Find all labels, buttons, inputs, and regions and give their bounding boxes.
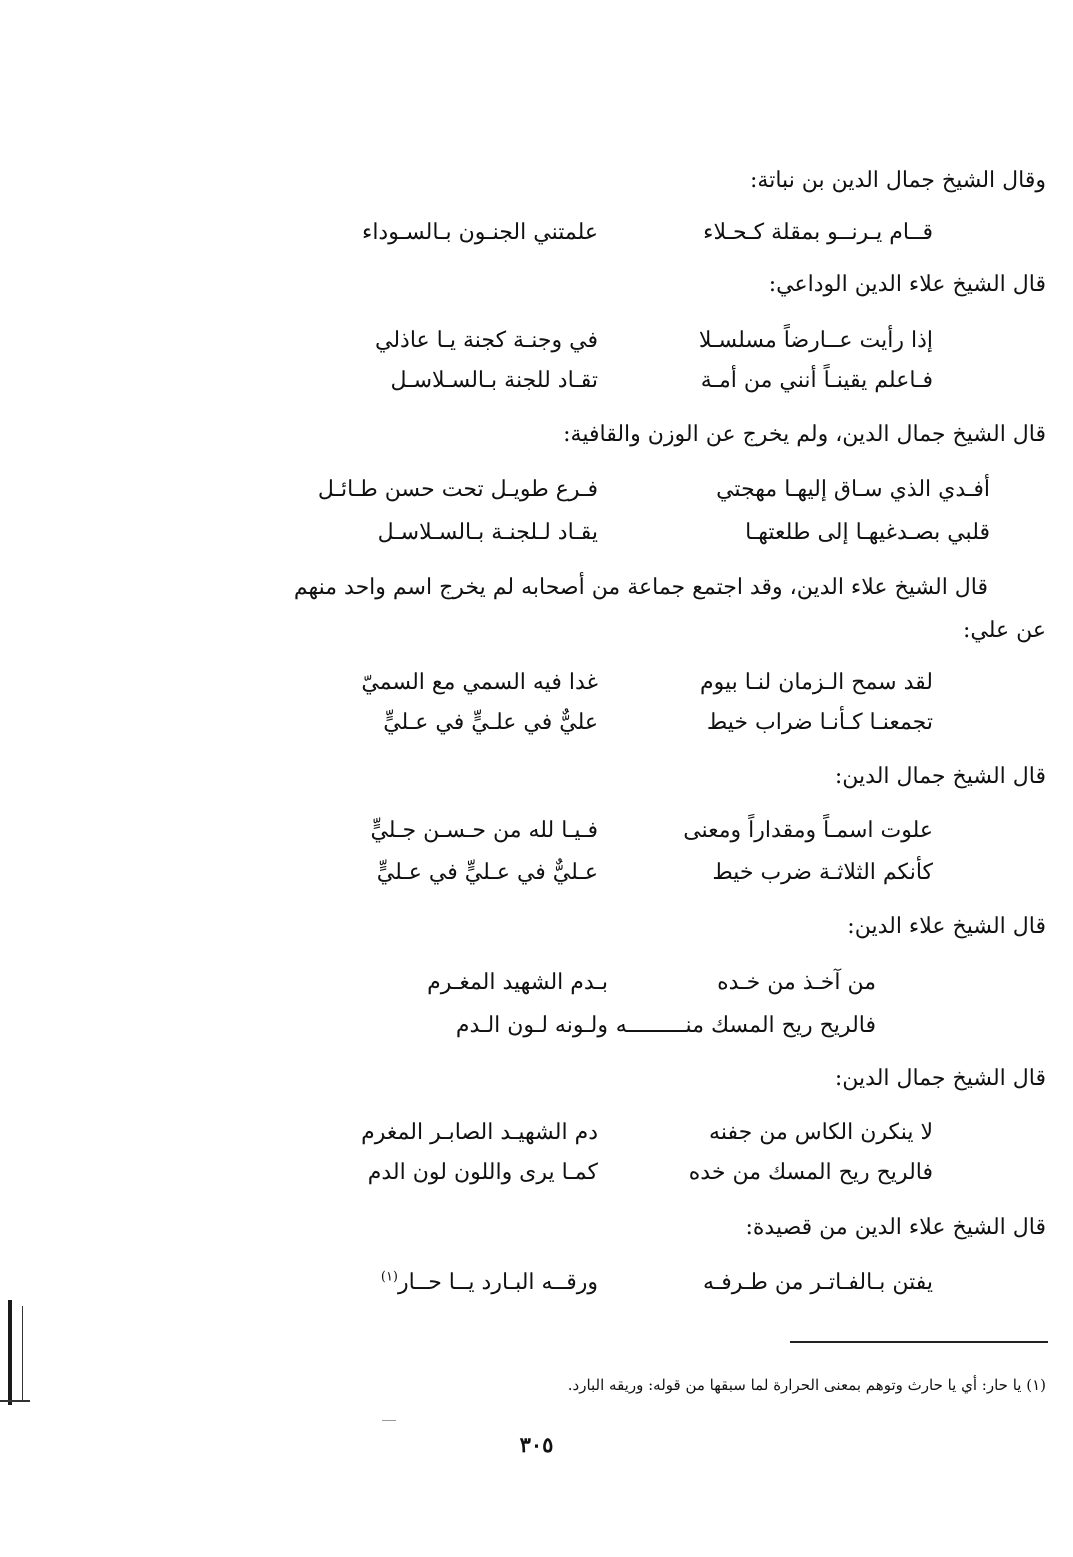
binding-edge (8, 1300, 12, 1405)
section-intro: قال الشيخ علاء الدين: (847, 914, 1046, 939)
page-number: ٣٠٥ (519, 1432, 554, 1457)
verse-second-hemistich: في وجنـة كجنة يـا عاذلي (375, 328, 598, 353)
section-intro: قال الشيخ علاء الدين، وقد اجتمع جماعة من أصحابه لم يخرج اسم واحد منهم (293, 575, 988, 600)
verse-second-hemistich: عليٌّ في علـيٍّ في عـليٍّ (383, 710, 598, 735)
verse-second-hemistich (381, 1268, 598, 1298)
verse-first-hemistich: إذا رأيت عــارضاً مسلسـلا (698, 328, 933, 353)
verse-first-hemistich: كأنكم الثلاثـة ضرب خيط (712, 860, 933, 885)
verse-second-hemistich: غدا فيه السمي مع السميّ (361, 670, 598, 695)
verse-first-hemistich: لا ينكرن الكاس من جفنه (709, 1120, 933, 1145)
verse-first-hemistich: فالريح ريح المسك من خده (688, 1160, 933, 1185)
hemistich-text: ورقــه البـارد يــا حــار (398, 1270, 598, 1295)
verse-first-hemistich: علوت اسمـاً ومقداراً ومعنى (683, 818, 933, 843)
verse-first-hemistich: لقد سمح الـزمان لنـا بيوم (700, 670, 933, 695)
verse-second-hemistich: يقـاد لـلجنـة بـالسـلاسـل (377, 520, 598, 545)
section-intro: قال الشيخ جمال الدين، ولم يخرج عن الوزن والقافية: (563, 422, 1046, 447)
verse-second-hemistich: دم الشهيـد الصابـر المغرم (361, 1120, 598, 1145)
verse-second-hemistich: علمتني الجنـون بـالسـوداء (361, 220, 598, 245)
verse-second-hemistich: تقـاد للجنة بـالسـلاسـل (390, 368, 598, 393)
scan-speck (382, 1420, 396, 1421)
verse-first-hemistich: فـاعلم يقينـاً أنني من أمـة (700, 368, 933, 393)
verse-second-hemistich: بـدم الشهيد المغـرم (427, 970, 608, 995)
verse-second-hemistich: كمـا يرى واللون لون الدم (367, 1160, 598, 1185)
section-intro: قال الشيخ علاء الدين من قصيدة: (745, 1215, 1046, 1240)
section-intro-continuation: عن علي: (962, 618, 1046, 643)
section-intro: قال الشيخ جمال الدين: (834, 1066, 1046, 1091)
verse-second-hemistich: عـليٌّ في عـليٍّ في عـليٍّ (376, 860, 598, 885)
verse-second-hemistich: فـيـا لله من حـسـن جـليٍّ (370, 818, 598, 843)
section-intro: وقال الشيخ جمال الدين بن نباتة: (750, 168, 1046, 193)
verse-second-hemistich: ولـونه لـون الـدم (455, 1013, 608, 1038)
binding-edge-foot (0, 1400, 30, 1402)
verse-first-hemistich: قــام يـرنــو بمقلة كـحـلاء (703, 220, 933, 245)
section-intro: قال الشيخ جمال الدين: (834, 764, 1046, 789)
verse-first-hemistich: فالريح ريح المسك منـــــــــه (615, 1013, 876, 1038)
binding-edge-line (22, 1306, 23, 1402)
section-intro: قال الشيخ علاء الدين الوداعي: (768, 272, 1046, 297)
footnote: (١) يا حار: أي يا حارث وتوهم بمعنى الحرارة لما سبقها من قوله: وريقه البارد. (567, 1376, 1046, 1394)
verse-first-hemistich: يفتن بـالفـاتـر من طـرفـه (703, 1270, 933, 1295)
verse-first-hemistich: أفـدي الذي سـاق إليهـا مهجتي (716, 477, 990, 502)
verse-first-hemistich: قلبي بصـدغيهـا إلى طلعتهـا (745, 520, 990, 545)
footnote-separator (790, 1341, 1048, 1343)
verse-first-hemistich: من آخـذ من خـده (717, 970, 876, 995)
verse-second-hemistich: فـرع طويـل تحت حسن طـائـل (317, 477, 598, 502)
verse-first-hemistich: تجمعنـا كـأنـا ضراب خيط (706, 710, 933, 735)
footnote-marker: (١) (380, 1269, 398, 1285)
